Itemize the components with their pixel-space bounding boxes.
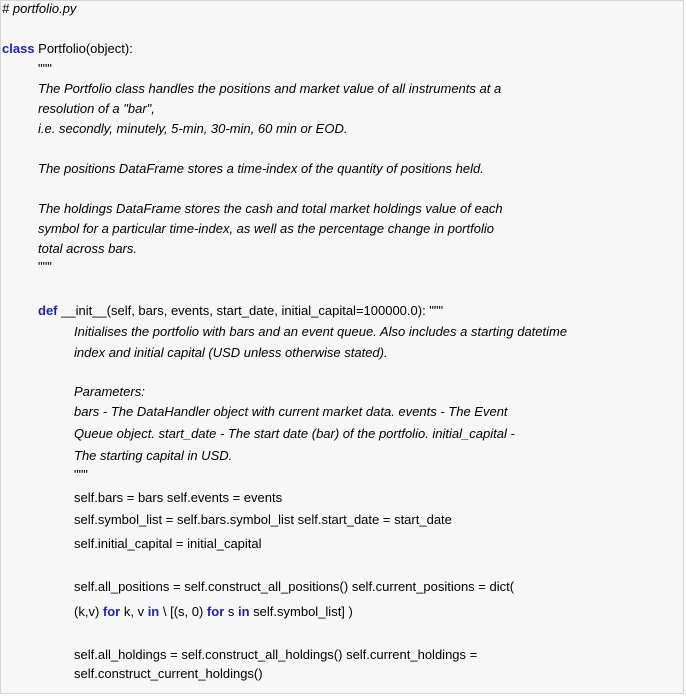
init-signature: __init__(self, bars, events, start_date, initial_capital=100000.0): """ xyxy=(57,303,444,318)
in-keyword: in xyxy=(238,604,250,619)
code-line: self.construct_current_holdings() xyxy=(74,666,263,681)
docstring-close: """ xyxy=(38,259,52,274)
class-keyword: class xyxy=(2,41,35,56)
docstring-line: i.e. secondly, minutely, 5-min, 30-min, 60 min or EOD. xyxy=(38,121,348,136)
code-line: self.all_holdings = self.construct_all_holdings() self.current_holdings = xyxy=(74,647,478,662)
code-fragment: (k,v) xyxy=(74,604,103,619)
for-keyword: for xyxy=(206,604,225,619)
docstring-line: The holdings DataFrame stores the cash and total market holdings value of each xyxy=(38,201,503,216)
in-keyword: in xyxy=(147,604,160,619)
parameters-title: Parameters: xyxy=(74,384,145,399)
code-fragment: \ [(s, 0) xyxy=(159,604,207,619)
code-line: self.all_positions = self.construct_all_positions() self.current_positions = dict( xyxy=(74,579,515,594)
docstring-open: """ xyxy=(38,61,52,76)
code-line: self.initial_capital = initial_capital xyxy=(74,536,262,551)
docstring-line: symbol for a particular time-index, as well as the percentage change in portfolio xyxy=(38,221,494,236)
init-definition xyxy=(38,303,443,319)
code-line-comprehension xyxy=(74,604,353,620)
docstring-line: The positions DataFrame stores a time-index of the quantity of positions held. xyxy=(38,161,484,176)
docstring-line: The Portfolio class handles the positions and market value of all instruments at a xyxy=(38,81,502,96)
for-keyword: for xyxy=(102,604,121,619)
code-fragment: s xyxy=(224,604,238,619)
init-docstring-line: index and initial capital (USD unless otherwise stated). xyxy=(74,345,388,360)
parameters-line: The starting capital in USD. xyxy=(74,448,233,463)
filename-comment: # portfolio.py xyxy=(2,1,77,16)
class-signature: Portfolio(object): xyxy=(34,41,133,56)
code-fragment: k, v xyxy=(120,604,148,619)
code-fragment: self.symbol_list] ) xyxy=(249,604,353,619)
docstring-line: total across bars. xyxy=(38,241,137,256)
docstring-line: resolution of a "bar", xyxy=(38,101,155,116)
init-docstring-close: """ xyxy=(74,467,88,482)
parameters-line: Queue object. start_date - The start date (bar) of the portfolio. initial_capital - xyxy=(74,426,515,441)
code-line: self.symbol_list = self.bars.symbol_list self.start_date = start_date xyxy=(74,512,452,527)
class-definition xyxy=(2,41,133,57)
init-docstring-line: Initialises the portfolio with bars and an event queue. Also includes a starting datetime xyxy=(74,324,568,339)
code-line: self.bars = bars self.events = events xyxy=(74,490,283,505)
def-keyword: def xyxy=(38,303,58,318)
parameters-line: bars - The DataHandler object with current market data. events - The Event xyxy=(74,404,508,419)
